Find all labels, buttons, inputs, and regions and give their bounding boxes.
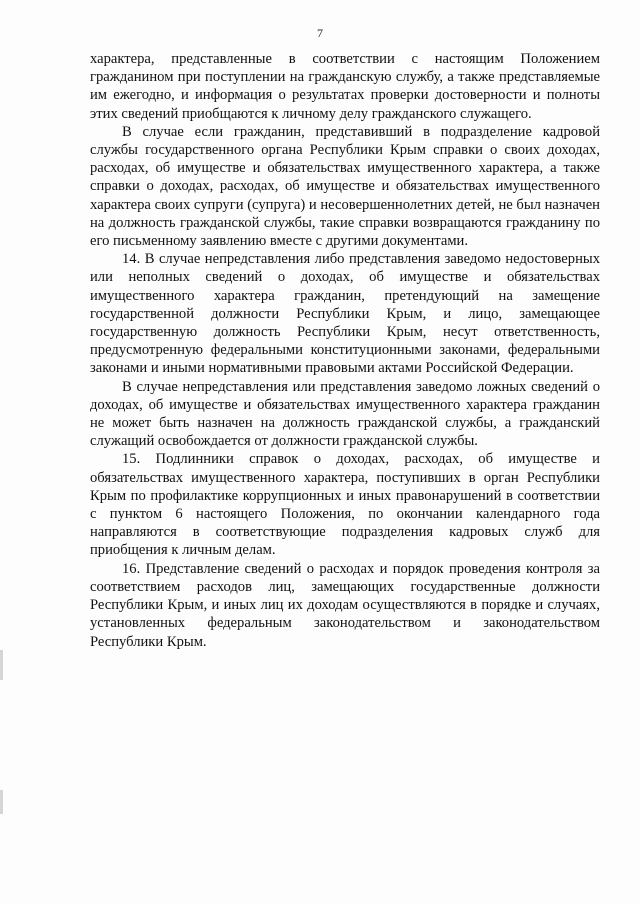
scan-edge-mark (0, 650, 3, 680)
paragraph-continuation: характера, представленные в соответствии с настоящим Положением гражданином при поступлении на гражданскую службу, а также представляемые им ежегодно, и информация о результатах проверки достоверности и полноты этих сведений приобщаются к личному делу гражданского служащего. (90, 51, 600, 122)
paragraph-16: 16. Представление сведений о расходах и порядок проведения контроля за соответствием расходов лиц, замещающих государственные должности Республики Крым, и иных лиц их доходам осуществляются в порядке и случаях, установленных федеральным законодательством и законодательством Республики Крым. (90, 560, 600, 650)
scan-edge-mark (0, 790, 3, 814)
paragraph-14-continued: В случае непредставления или представления заведомо ложных сведений о доходах, об имуществе и обязательствах имущественного характера гражданин не может быть назначен на должность гражданской службы, а гражданский служащий освобождается от должности гражданской службы. (90, 378, 600, 450)
paragraph-14: 14. В случае непредставления либо представления заведомо недостоверных или неполных сведений о доходах, об имуществе и обязательствах имущественного характера гражданин, претендующий на замещение государственной должности Республики Крым, и лицо, замещающее государственную должность Республики Крым, несут ответственность, предусмотренную федеральными конституционными законами, федеральными законами и иными нормативными правовыми актами Российской Федерации. (90, 251, 600, 377)
paragraph-15: 15. Подлинники справок о доходах, расходах, об имуществе и обязательствах имущественного характера, поступивших в орган Республики Крым по профилактике коррупционных и иных правонарушений в соответствии с пунктом 6 настоящего Положения, по окончании календарного года направляются в соответствующие подразделения кадровых служб для приобщения к личным делам. (90, 451, 600, 559)
page-number: 7 (317, 26, 323, 40)
document-body (90, 50, 600, 651)
paragraph-return-of-certificates: В случае если гражданин, представивший в подразделение кадровой службы государственного органа Республики Крым справки о своих доходах, расходах, об имуществе и обязательствах имущественного характера, а также справки о доходах, расходах, об имуществе и обязательствах имущественного характера своих супруги (супруга) и несовершеннолетних детей, не был назначен на должность гражданской службы, такие справки возвращаются гражданину по его письменному заявлению вместе с другими документами. (90, 123, 600, 250)
